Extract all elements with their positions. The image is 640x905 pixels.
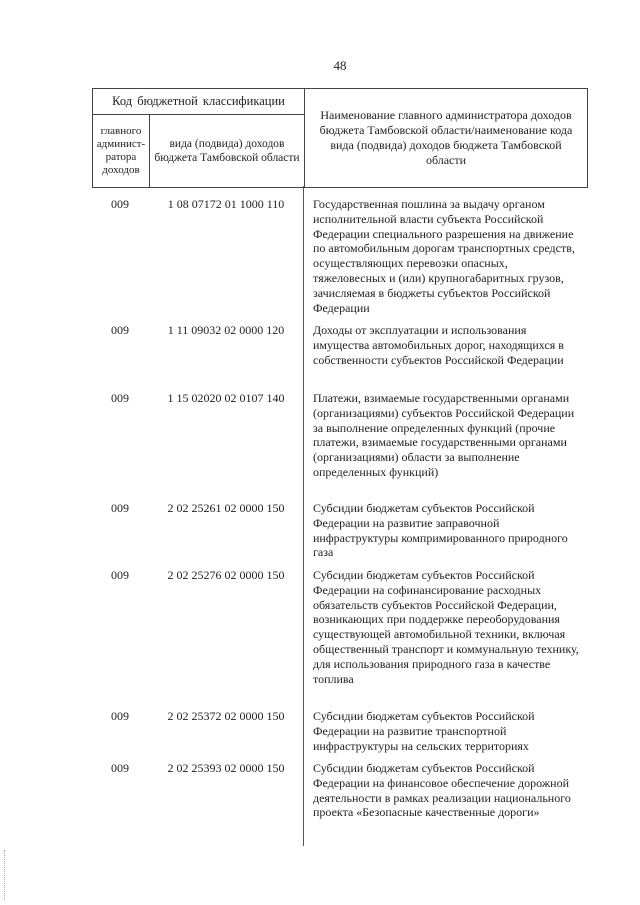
classification-code-cell: 2 02 25261 02 0000 150 bbox=[167, 501, 285, 515]
revenue-name-cell: Субсидии бюджетам субъектов Российской Федерации на развитие заправочной инфраструктуры компримированного природного газа bbox=[313, 501, 568, 560]
revenue-type-column-header: вида (подвида) доходов бюджета Тамбовской области bbox=[154, 138, 300, 164]
classification-code-cell: 1 11 09032 02 0000 120 bbox=[167, 323, 285, 337]
admin-code-cell: 009 bbox=[111, 197, 129, 211]
revenue-name-cell: Платежи, взимаемые государственными органами (организациями) субъектов Российской Федерации за выполнение определенных функций (прочие платежи, взимаемые государственными органами (организациями) области за выполнение определенных функций) bbox=[313, 391, 575, 479]
revenue-name-cell: Государственная пошлина за выдачу органом исполнительной власти субъекта Российской Федерации специального разрешения на движение по автомобильным дорогам транспортных средств, осуществляющих перевозки опасных, тяжеловесных и (или) крупногабаритных грузов, зачисляемая в бюджеты субъектов Российской Федерации bbox=[313, 197, 575, 315]
name-column-header: Наименование главного администратора доходов бюджета Тамбовской области/наименование кода вида (подвида) доходов бюджета Тамбовской области bbox=[319, 108, 573, 167]
scan-margin-marks bbox=[4, 850, 7, 900]
classification-code-cell: 1 08 07172 01 1000 110 bbox=[167, 197, 285, 211]
admin-code-cell: 009 bbox=[111, 709, 129, 723]
admin-column-header: главного админист-ратора доходов bbox=[93, 115, 150, 187]
classification-code-cell: 2 02 25393 02 0000 150 bbox=[167, 761, 285, 775]
table-header bbox=[92, 88, 588, 188]
revenue-name-cell: Субсидии бюджетам субъектов Российской Федерации на финансовое обеспечение дорожной деятельности в рамках реализации национального проекта «Безопасные качественные дороги» bbox=[313, 761, 571, 820]
admin-code-cell: 009 bbox=[111, 568, 129, 582]
column-divider bbox=[303, 186, 304, 846]
revenue-name-cell: Субсидии бюджетам субъектов Российской Федерации на развитие транспортной инфраструктуры на сельских территориях bbox=[313, 709, 535, 753]
page-number: 48 bbox=[333, 58, 347, 73]
admin-code-cell: 009 bbox=[111, 501, 129, 515]
revenue-name-cell: Доходы от эксплуатации и использования имущества автомобильных дорог, находящихся в собственности субъектов Российской Федерации bbox=[313, 323, 564, 367]
classification-code-cell: 1 15 02020 02 0107 140 bbox=[167, 391, 285, 405]
classification-code-cell: 2 02 25372 02 0000 150 bbox=[167, 709, 285, 723]
budget-classification-title: Код бюджетной классификации bbox=[93, 89, 304, 115]
classification-code-cell: 2 02 25276 02 0000 150 bbox=[167, 568, 285, 582]
admin-code-cell: 009 bbox=[111, 391, 129, 405]
admin-code-cell: 009 bbox=[111, 323, 129, 337]
budget-classification-header bbox=[93, 89, 305, 187]
admin-code-cell: 009 bbox=[111, 761, 129, 775]
revenue-name-cell: Субсидии бюджетам субъектов Российской Федерации на софинансирование расходных обязательств субъектов Российской Федерации, возникающих при поддержке переоборудования существующей автомобильной техники, включая общественный транспорт и коммунальную технику, для использования природного газа в качестве топлива bbox=[313, 568, 579, 686]
